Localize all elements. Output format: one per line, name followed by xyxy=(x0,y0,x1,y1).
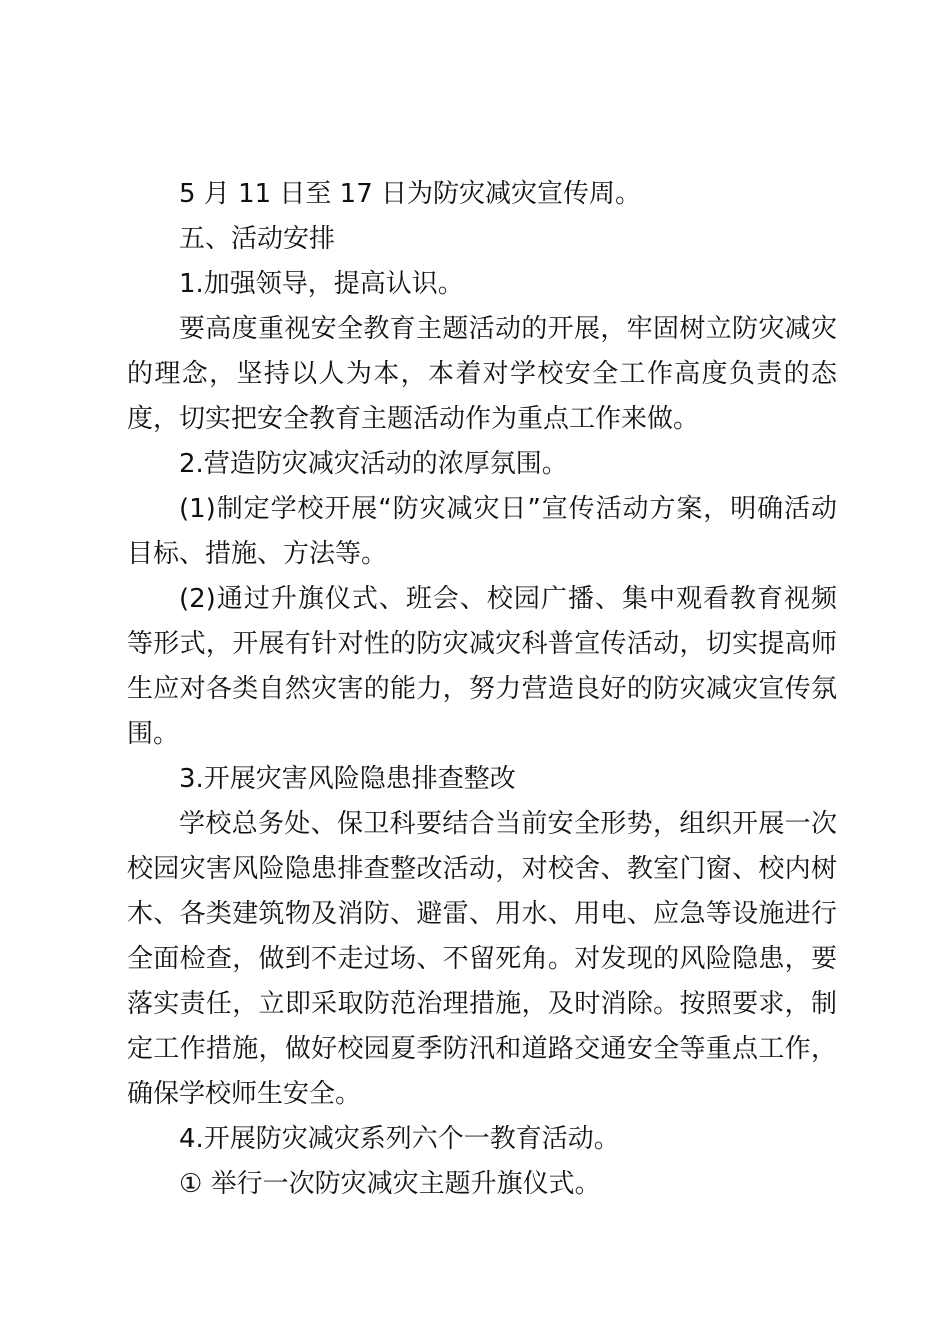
subheading-hazard-inspection: 3.开展灾害风险隐患排查整改 xyxy=(179,764,516,794)
paragraph-item-2: (2)通过升旗仪式、班会、校园广播、集中观看教育视频等形式，开展有针对性的防灾减灾科普宣传活动，切实提高师生应对各类自然灾害的能力，努力营造良好的防灾减灾宣传氛围。 xyxy=(127,584,837,749)
paragraph-item-1: (1)制定学校开展“防灾减灾日”宣传活动方案，明确活动目标、措施、方法等。 xyxy=(127,494,837,569)
subheading-six-one-activities: 4.开展防灾减灾系列六个一教育活动。 xyxy=(179,1124,620,1154)
section-heading-activity-arrangement: 五、活动安排 xyxy=(179,224,336,254)
subheading-strengthen-leadership: 1.加强领导，提高认识。 xyxy=(179,269,464,299)
paragraph-flag-ceremony: ① 举行一次防灾减灾主题升旗仪式。 xyxy=(179,1169,601,1199)
paragraph-publicity-week: 5 月 11 日至 17 日为防灾减灾宣传周。 xyxy=(179,179,642,209)
paragraph-leadership-detail: 要高度重视安全教育主题活动的开展，牢固树立防灾减灾的理念，坚持以人为本，本着对学校安全工作高度负责的态度，切实把安全教育主题活动作为重点工作来做。 xyxy=(127,314,837,434)
document-body xyxy=(127,172,837,1207)
subheading-create-atmosphere: 2.营造防灾减灾活动的浓厚氛围。 xyxy=(179,449,568,479)
paragraph-hazard-inspection-detail: 学校总务处、保卫科要结合当前安全形势，组织开展一次校园灾害风险隐患排查整改活动，对校舍、教室门窗、校内树木、各类建筑物及消防、避雷、用水、用电、应急等设施进行全面检查，做到不走过场、不留死角。对发现的风险隐患，要落实责任，立即采取防范治理措施，及时消除。按照要求，制定工作措施，做好校园夏季防汛和道路交通安全等重点工作，确保学校师生安全。 xyxy=(127,809,837,1109)
